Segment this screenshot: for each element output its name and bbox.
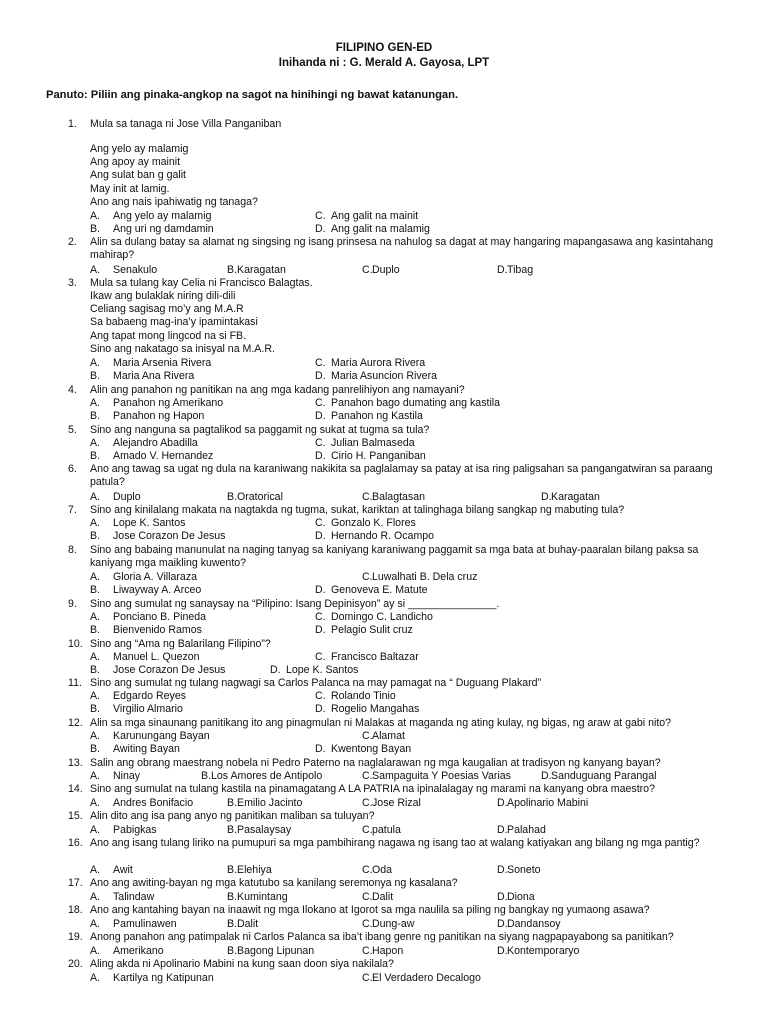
option-text: Awiting Bayan xyxy=(113,743,180,756)
option-letter: B. xyxy=(227,864,238,876)
option-text: Dalit xyxy=(372,891,394,903)
option-text: Karagatan xyxy=(551,491,600,503)
option-letter: A. xyxy=(90,797,101,809)
option-letter: B. xyxy=(90,743,101,756)
option-letter: B. xyxy=(227,264,238,276)
option-text: Balagtasan xyxy=(372,491,426,503)
question-stem: Sino ang “Ama ng Balarilang Filipino”? xyxy=(90,638,271,650)
option-letter: D. xyxy=(497,918,508,930)
option-letter: A. xyxy=(90,730,101,742)
option-text: Senakulo xyxy=(113,264,158,276)
poem-line: Ang sulat ban g galit xyxy=(90,169,187,182)
option-letter: D. xyxy=(497,824,508,836)
option-text: Panahon ng Hapon xyxy=(113,410,205,423)
poem-line: Ano ang nais ipahiwatig ng tanaga? xyxy=(90,195,258,208)
option-text: Bagong Lipunan xyxy=(237,945,315,957)
question-stem: Alin dito ang isa pang anyo ng panitikan maliban sa tuluyan? xyxy=(90,810,375,822)
question-stem: Alin ang panahon ng panitikan na ang mga kadang panrelihiyon ang namayani? xyxy=(90,384,465,396)
option-letter: A. xyxy=(90,690,101,702)
document-author: Inihanda ni : G. Merald A. Gayosa, LPT xyxy=(278,57,490,69)
option-text: Rolando Tinio xyxy=(331,690,396,702)
option-letter: B. xyxy=(90,450,101,463)
question-number: 12. xyxy=(68,717,83,729)
option-letter: B. xyxy=(227,797,238,809)
option-text: Oda xyxy=(372,864,393,876)
option-text: Liwayway A. Arceo xyxy=(113,584,202,597)
question-stem: Salin ang obrang maestrang nobela ni Pedro Paterno na naglalarawan ng mga kaugalian at tradisyon ng kanyang bayan? xyxy=(90,757,661,769)
option-letter: A. xyxy=(90,918,101,930)
option-letter: D. xyxy=(541,491,552,503)
option-letter: A. xyxy=(90,972,101,984)
option-text: Kartilya ng Katipunan xyxy=(113,972,214,984)
option-letter: A. xyxy=(90,571,101,583)
option-letter: C. xyxy=(315,517,326,529)
option-letter: D. xyxy=(315,410,326,423)
option-text: Dung-aw xyxy=(372,918,415,930)
option-text: Panahon ng Amerikano xyxy=(113,397,224,409)
option-text: Edgardo Reyes xyxy=(113,690,187,702)
option-letter: D. xyxy=(497,945,508,957)
option-text: Luwalhati B. Dela cruz xyxy=(372,571,478,583)
option-text: Maria Aurora Rivera xyxy=(331,357,426,369)
option-text: Maria Ana Rivera xyxy=(113,370,195,383)
option-letter: C. xyxy=(362,864,373,876)
option-letter: D. xyxy=(541,770,552,782)
option-text: Soneto xyxy=(507,864,541,876)
option-letter: A. xyxy=(90,491,101,503)
question-number: 9. xyxy=(68,598,77,610)
option-text: Pabigkas xyxy=(113,824,157,836)
option-letter: C. xyxy=(315,651,326,663)
option-text: Manuel L. Quezon xyxy=(113,651,200,663)
poem-line: Ikaw ang bulaklak niring dili-dili xyxy=(90,290,236,302)
option-text: Talindaw xyxy=(113,891,155,903)
question-stem: Ano ang awiting-bayan ng mga katutubo sa kanilang seremonya ng kasalana? xyxy=(90,877,458,889)
question-stem: Mula sa tulang kay Celia ni Francisco Balagtas. xyxy=(90,277,313,289)
option-letter: D. xyxy=(315,743,326,756)
option-letter: C. xyxy=(362,824,373,836)
question-number: 16. xyxy=(68,837,83,849)
option-letter: B. xyxy=(227,918,238,930)
option-text: Amerikano xyxy=(113,945,164,957)
option-letter: A. xyxy=(90,264,101,276)
option-letter: B. xyxy=(227,945,238,957)
option-text: Kwentong Bayan xyxy=(331,743,412,756)
option-letter: A. xyxy=(90,891,101,903)
question-number: 5. xyxy=(68,424,77,436)
poem-line: Sino ang nakatago sa inisyal na M.A.R. xyxy=(90,342,275,355)
option-letter: D. xyxy=(315,223,326,236)
option-text: El Verdadero Decalogo xyxy=(372,972,481,984)
option-text: Ang yelo ay malamig xyxy=(113,210,212,222)
option-letter: C. xyxy=(362,972,373,984)
option-letter: A. xyxy=(90,397,101,409)
option-text: Amado V. Hernandez xyxy=(113,450,214,463)
question-stem: Alin sa mga sinaunang panitikang ito ang pinagmulan ni Malakas at maganda ng ating kulay, ng bigas, ng araw at gabi nito? xyxy=(90,717,672,729)
question-stem: Ano ang isang tulang liriko na pumupuri sa mga pambihirang nagawa ng isang tao at walang katiyakan ang bilang ng mga pantig? xyxy=(90,837,700,849)
question-stem: Sino ang babaing manunulat na naging tanyag sa kaniyang karaniwang paggamit sa mga bata at buhay-paaralan bilang paksa sa kaniyang mga maikling kuwento? xyxy=(90,544,699,570)
option-letter: D. xyxy=(497,891,508,903)
question-number: 7. xyxy=(68,504,77,516)
option-letter: C. xyxy=(315,611,326,623)
option-text: Alamat xyxy=(372,730,405,742)
option-text: Karagatan xyxy=(237,264,286,276)
option-text: Duplo xyxy=(113,491,141,503)
option-text: Francisco Baltazar xyxy=(331,651,419,663)
option-letter: B. xyxy=(90,624,101,637)
option-text: Apolinario Mabini xyxy=(507,797,589,809)
option-text: Awit xyxy=(113,864,133,876)
question-stem: Sino ang sumulat ng tulang nagwagi sa Carlos Palanca na may pamagat na “ Duguang Plakard” xyxy=(90,677,542,689)
document-title: FILIPINO GEN-ED xyxy=(335,42,433,54)
option-text: Los Amores de Antipolo xyxy=(211,770,323,782)
option-letter: B. xyxy=(90,370,101,383)
option-text: Lope K. Santos xyxy=(113,517,186,529)
option-letter: D. xyxy=(497,864,508,876)
poem-line: Ang yelo ay malamig xyxy=(90,143,189,155)
poem-line: Ang apoy ay mainit xyxy=(90,156,181,169)
option-letter: A. xyxy=(90,437,101,449)
option-text: Jose Rizal xyxy=(372,797,421,809)
option-text: Virgilio Almario xyxy=(113,703,183,716)
option-letter: C. xyxy=(315,210,326,222)
option-text: Panahon bago dumating ang kastila xyxy=(331,397,501,409)
option-letter: C. xyxy=(315,397,326,409)
option-letter: A. xyxy=(90,517,101,529)
option-letter: B. xyxy=(90,530,101,543)
option-letter: C. xyxy=(362,891,373,903)
question-number: 20. xyxy=(68,958,83,970)
option-letter: D. xyxy=(315,584,326,597)
option-letter: C. xyxy=(362,264,373,276)
question-number: 6. xyxy=(68,463,77,475)
option-text: Pamulinawen xyxy=(113,918,177,930)
option-text: Cirio H. Panganiban xyxy=(331,450,426,463)
option-letter: B. xyxy=(90,703,101,716)
option-letter: C. xyxy=(362,945,373,957)
poem-line: Sa babaeng mag-ina’y ipamintakasi xyxy=(90,316,258,329)
question-number: 19. xyxy=(68,931,83,943)
option-letter: D. xyxy=(315,450,326,463)
option-letter: A. xyxy=(90,357,101,369)
poem-line: May init at lamig. xyxy=(90,182,170,195)
question-stem: Anong panahon ang patimpalak ni Carlos Palanca sa iba’t ibang genre ng panitikan na siyang nagpapayabong sa panitikan? xyxy=(90,931,674,943)
question-stem: Alin sa dulang batay sa alamat ng singsing ng isang prinsesa na nahulog sa dagat at may hangaring mapangasawa ang kasintahang mahirap? xyxy=(90,236,714,262)
option-text: Gonzalo K. Flores xyxy=(331,517,416,529)
option-letter: D. xyxy=(497,264,508,276)
question-stem: Sino ang sumulat ng sanaysay na “Pilipino: Isang Depinisyon” ay si _______________. xyxy=(90,598,500,610)
option-text: Ponciano B. Pineda xyxy=(113,611,207,623)
question-stem: Ano ang kantahing bayan na inaawit ng mga Ilokano at Igorot sa mga naulila sa piling ng bangkay ng yumaong asawa? xyxy=(90,904,650,916)
option-text: Andres Bonifacio xyxy=(113,797,194,809)
question-number: 3. xyxy=(68,277,77,289)
option-text: Ninay xyxy=(113,770,141,782)
option-letter: D. xyxy=(315,370,326,383)
option-text: Palahad xyxy=(507,824,546,836)
question-stem: Sino ang sumulat na tulang kastila na pinamagatang A LA PATRIA na ipinalalagay ng marami na kanyang obra maestro? xyxy=(90,783,655,795)
question-number: 18. xyxy=(68,904,83,916)
poem-line: Celiang sagisag mo’y ang M.A.R xyxy=(90,303,244,316)
option-text: Emilio Jacinto xyxy=(237,797,303,809)
option-letter: D. xyxy=(315,703,326,716)
option-letter: A. xyxy=(90,945,101,957)
question-stem: Sino ang nanguna sa pagtalikod sa paggamit ng sukat at tugma sa tula? xyxy=(90,424,430,436)
instructions: Panuto: Piliin ang pinaka-angkop na sagot na hinihingi ng bawat katanungan. xyxy=(46,89,459,101)
question-number: 2. xyxy=(68,236,77,248)
option-letter: C. xyxy=(362,770,373,782)
option-letter: A. xyxy=(90,210,101,222)
option-letter: B. xyxy=(90,223,101,236)
option-letter: B. xyxy=(227,491,238,503)
option-letter: C. xyxy=(362,797,373,809)
option-text: Alejandro Abadilla xyxy=(113,437,198,449)
option-text: Dandansoy xyxy=(507,918,561,930)
option-text: Elehiya xyxy=(237,864,272,876)
option-text: Kontemporaryo xyxy=(507,945,580,957)
option-text: patula xyxy=(372,824,401,836)
question-number: 17. xyxy=(68,877,83,889)
option-text: Pasalaysay xyxy=(237,824,292,836)
question-number: 14. xyxy=(68,783,83,795)
option-letter: B. xyxy=(90,584,101,597)
option-letter: C. xyxy=(362,491,373,503)
option-letter: D. xyxy=(315,530,326,543)
option-letter: A. xyxy=(90,651,101,663)
question-number: 1. xyxy=(68,118,77,130)
option-text: Lope K. Santos xyxy=(286,664,359,677)
option-text: Panahon ng Kastila xyxy=(331,410,423,423)
option-text: Ang uri ng damdamin xyxy=(113,223,214,236)
option-letter: B. xyxy=(90,410,101,423)
option-letter: A. xyxy=(90,824,101,836)
option-text: Hernando R. Ocampo xyxy=(331,530,435,543)
option-text: Ang galit na mainit xyxy=(331,210,419,222)
question-number: 13. xyxy=(68,757,83,769)
question-number: 10. xyxy=(68,638,83,650)
option-letter: C. xyxy=(315,437,326,449)
question-stem: Mula sa tanaga ni Jose Villa Panganiban xyxy=(90,118,282,130)
poem-line: Ang tapat mong lingcod na si FB. xyxy=(90,329,247,342)
question-stem: Ano ang tawag sa ugat ng dula na karaniwang nakikita sa paglalamay sa patay at isa ring paligsahan sa pangangatwiran sa paraang patula? xyxy=(90,463,713,489)
option-text: Diona xyxy=(507,891,535,903)
option-text: Sampaguita Y Poesias Varias xyxy=(372,770,511,782)
option-letter: C. xyxy=(362,730,373,742)
option-text: Maria Arsenia Rivera xyxy=(113,357,212,369)
question-number: 15. xyxy=(68,810,83,822)
option-text: Pelagio Sulit cruz xyxy=(331,624,413,637)
option-letter: A. xyxy=(90,770,101,782)
option-text: Julian Balmaseda xyxy=(331,437,415,449)
option-text: Hapon xyxy=(372,945,404,957)
option-text: Jose Corazon De Jesus xyxy=(113,664,226,677)
option-letter: B. xyxy=(201,770,212,782)
option-letter: B. xyxy=(90,664,101,677)
option-text: Jose Corazon De Jesus xyxy=(113,530,226,543)
option-text: Bienvenido Ramos xyxy=(113,624,202,637)
option-letter: B. xyxy=(227,891,238,903)
option-text: Domingo C. Landicho xyxy=(331,611,433,623)
option-letter: C. xyxy=(315,690,326,702)
option-letter: D. xyxy=(270,664,281,677)
option-letter: C. xyxy=(362,571,373,583)
question-stem: Sino ang kinilalang makata na nagtakda ng tugma, sukat, kariktan at talinghaga bilang sangkap ng mabuting tula? xyxy=(90,504,625,516)
option-letter: A. xyxy=(90,611,101,623)
question-number: 8. xyxy=(68,544,77,556)
option-letter: D. xyxy=(315,624,326,637)
option-text: Kumintang xyxy=(237,891,288,903)
question-number: 4. xyxy=(68,384,77,396)
option-letter: B. xyxy=(227,824,238,836)
option-text: Gloria A. Villaraza xyxy=(113,571,198,583)
option-text: Ang galit na malamig xyxy=(331,223,430,236)
option-text: Oratorical xyxy=(237,491,283,503)
question-number: 11. xyxy=(68,677,82,689)
option-text: Maria Asuncion Rivera xyxy=(331,370,437,383)
option-text: Sanduguang Parangal xyxy=(551,770,657,782)
option-text: Genoveva E. Matute xyxy=(331,584,428,597)
option-text: Dalit xyxy=(237,918,259,930)
option-text: Duplo xyxy=(372,264,400,276)
option-letter: D. xyxy=(497,797,508,809)
question-stem: Aling akda ni Apolinario Mabini na kung saan doon siya nakilala? xyxy=(90,958,394,970)
option-letter: C. xyxy=(315,357,326,369)
option-letter: C. xyxy=(362,918,373,930)
option-text: Tibag xyxy=(507,264,534,276)
option-text: Rogelio Mangahas xyxy=(331,703,420,716)
option-letter: A. xyxy=(90,864,101,876)
option-text: Karunungang Bayan xyxy=(113,730,210,742)
